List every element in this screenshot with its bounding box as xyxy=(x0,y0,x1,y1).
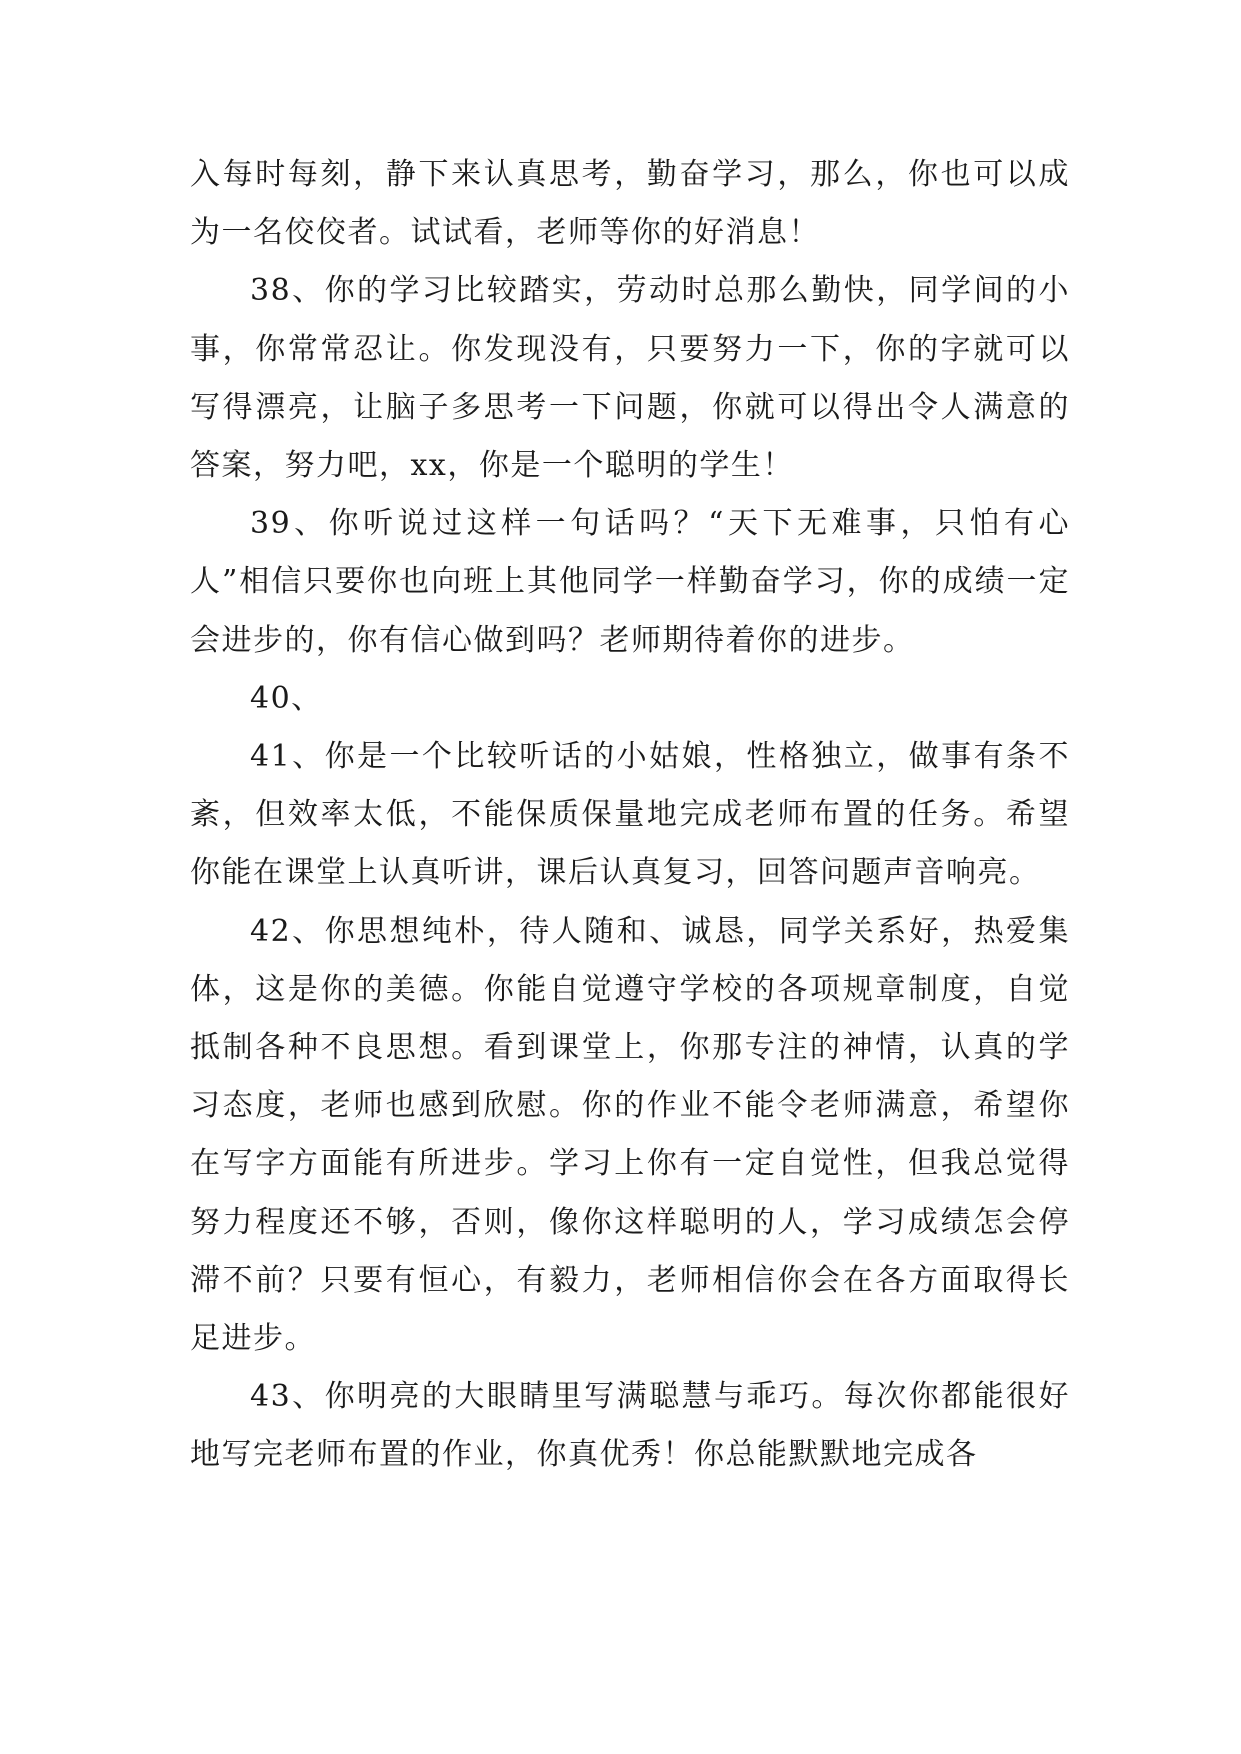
paragraph-comment-38: 38、你的学习比较踏实，劳动时总那么勤快，同学间的小事，你常常忍让。你发现没有，只要努力一下，你的字就可以写得漂亮，让脑子多思考一下问题，你就可以得出令人满意的答案，努力吧，xx，你是一个聪明的学生！ xyxy=(190,273,1070,484)
paragraph-comment-39: 39、你听说过这样一句话吗？“天下无难事，只怕有心人”相信只要你也向班上其他同学一样勤奋学习，你的成绩一定会进步的，你有信心做到吗？老师期待着你的进步。 xyxy=(190,506,1070,658)
paragraph-continuation: 入每时每刻，静下来认真思考，勤奋学习，那么，你也可以成为一名佼佼者。试试看，老师等你的好消息！ xyxy=(190,157,1070,251)
paragraph-comment-40: 40、 xyxy=(250,680,323,716)
paragraph-comment-41: 41、你是一个比较听话的小姑娘，性格独立，做事有条不紊，但效率太低，不能保质保量地完成老师布置的任务。希望你能在课堂上认真听讲，课后认真复习，回答问题声音响亮。 xyxy=(190,739,1070,891)
paragraph-comment-42: 42、你思想纯朴，待人随和、诚恳，同学关系好，热爱集体，这是你的美德。你能自觉遵守学校的各项规章制度，自觉抵制各种不良思想。看到课堂上，你那专注的神情，认真的学习态度，老师也感到欣慰。你的作业不能令老师满意，希望你在写字方面能有所进步。学习上你有一定自觉性，但我总觉得努力程度还不够，否则，像你这样聪明的人，学习成绩怎会停滞不前？只要有恒心，有毅力，老师相信你会在各方面取得长足进步。 xyxy=(190,913,1070,1357)
document-body xyxy=(190,146,1070,1485)
paragraph-comment-43: 43、你明亮的大眼睛里写满聪慧与乖巧。每次你都能很好地写完老师布置的作业，你真优秀！你总能默默地完成各 xyxy=(190,1379,1070,1473)
